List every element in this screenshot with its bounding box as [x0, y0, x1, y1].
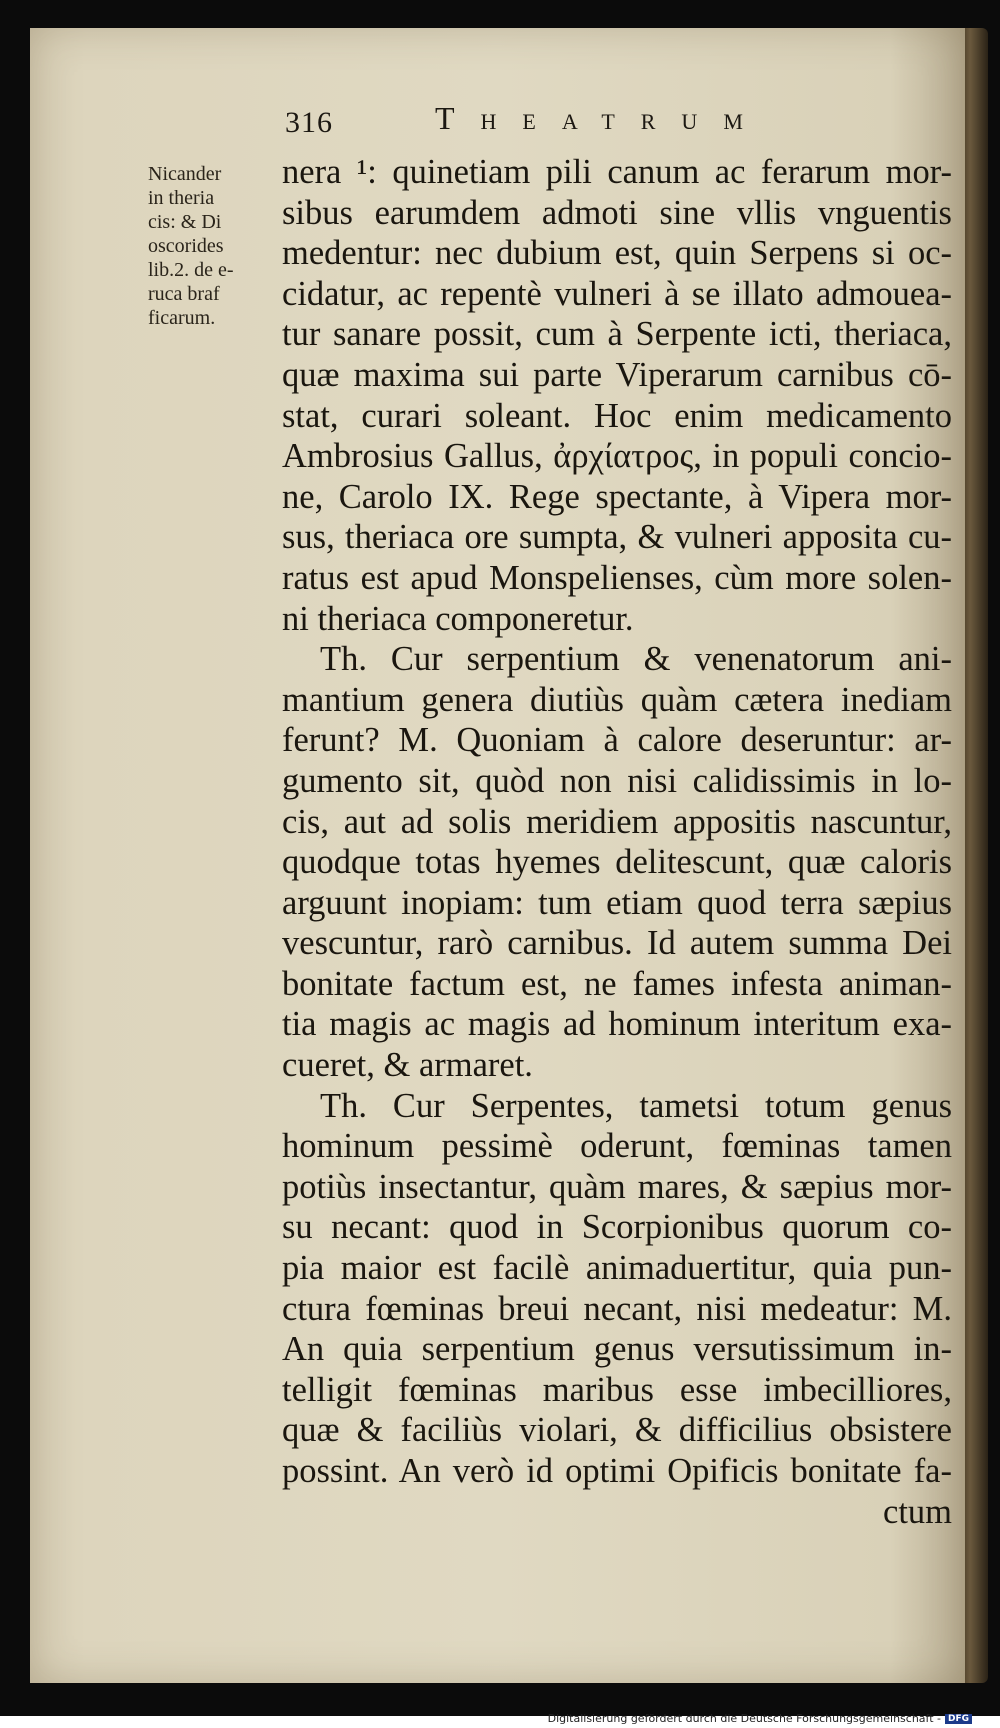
digitization-credit	[548, 1712, 972, 1725]
margin-note-line: cis: & Di	[148, 211, 222, 233]
text-line: hominum pessimè oderunt, fœminas tamen	[282, 1127, 952, 1166]
text-line: ratus est apud Monspelienses, cùm more solen-	[282, 558, 952, 597]
margin-note-line: ficarum.	[148, 307, 216, 329]
catchword: ctum	[883, 1492, 952, 1531]
text-line: mantium genera diutiùs quàm cætera inediam	[282, 680, 952, 719]
text-line: nera ¹: quinetiam pili canum ac ferarum mor-	[282, 153, 952, 191]
text-line: bonitate factum est, ne fames infesta animan-	[282, 964, 952, 1003]
text-line: vescuntur, rarò carnibus. Id autem summa Dei	[282, 924, 952, 963]
text-line: su necant: quod in Scorpionibus quorum co-	[282, 1208, 952, 1247]
body-text	[282, 152, 952, 1532]
text-line: tur sanare possit, cum à Serpente icti, theriaca,	[282, 315, 952, 354]
text-line: ni theriaca componeretur.	[282, 599, 634, 638]
text-line: ctura fœminas breui necant, nisi medeatur: M.	[282, 1289, 952, 1328]
credit-text: Digitalisierung gefördert durch die Deutsche Forschungsgemeinschaft -	[547, 1712, 941, 1725]
margin-note-line: oscorides	[148, 235, 224, 257]
text-line: ne, Carolo IX. Rege spectante, à Vipera mor-	[282, 477, 952, 516]
text-line: tia magis ac magis ad hominum interitum exa-	[282, 1005, 952, 1044]
text-line: quodque totas hyemes delitescunt, quæ caloris	[282, 843, 952, 882]
text-line: quæ maxima sui parte Viperarum carnibus cō-	[282, 355, 952, 394]
margin-note-line: lib.2. de e-	[148, 259, 234, 281]
text-line: Th. Cur serpentium & venenatorum ani-	[320, 640, 952, 679]
text-line: gumento sit, quòd non nisi calidissimis in lo-	[282, 761, 952, 800]
text-line: arguunt inopiam: tum etiam quod terra sæpius	[282, 883, 952, 922]
text-line: quæ & faciliùs violari, & difficilius obsistere	[282, 1411, 952, 1450]
text-line: sibus earumdem admoti sine vllis vnguentis	[282, 193, 952, 232]
text-line: ferunt? M. Quoniam à calore deseruntur: ar-	[282, 721, 952, 760]
margin-note	[148, 162, 268, 330]
margin-note-line: Nicander	[148, 163, 222, 185]
text-line: sus, theriaca ore sumpta, & vulneri apposita cu-	[282, 518, 952, 557]
text-line: medentur: nec dubium est, quin Serpens si oc-	[282, 234, 952, 273]
margin-note-line: in theria	[148, 187, 215, 209]
text-line: potiùs insectantur, quàm mares, & sæpius mor-	[282, 1167, 952, 1206]
page-header	[255, 100, 955, 150]
text-line: possint. An verò id optimi Opificis bonitate fa-	[282, 1452, 952, 1490]
text-line: An quia serpentium genus versutissimum in-	[282, 1330, 952, 1369]
text-line: cidatur, ac repentè vulneri à se illato admouea-	[282, 274, 952, 313]
text-line: cueret, & armaret.	[282, 1046, 533, 1085]
margin-note-line: ruca braf	[148, 283, 220, 305]
text-line: telligit fœminas maribus esse imbecilliores,	[282, 1370, 952, 1409]
text-line: stat, curari soleant. Hoc enim medicamento	[282, 396, 952, 435]
text-line: Th. Cur Serpentes, tametsi totum genus	[320, 1086, 952, 1125]
running-title: Theatrum	[435, 100, 769, 136]
text-line: cis, aut ad solis meridiem appositis nascuntur,	[282, 802, 952, 841]
text-line: Ambrosius Gallus, ἀρχίατρος, in populi concio-	[282, 437, 952, 476]
dfg-logo: DFG	[945, 1714, 972, 1724]
text-line: pia maior est facilè animaduertitur, quia pun-	[282, 1249, 952, 1288]
page-number: 316	[285, 106, 333, 139]
